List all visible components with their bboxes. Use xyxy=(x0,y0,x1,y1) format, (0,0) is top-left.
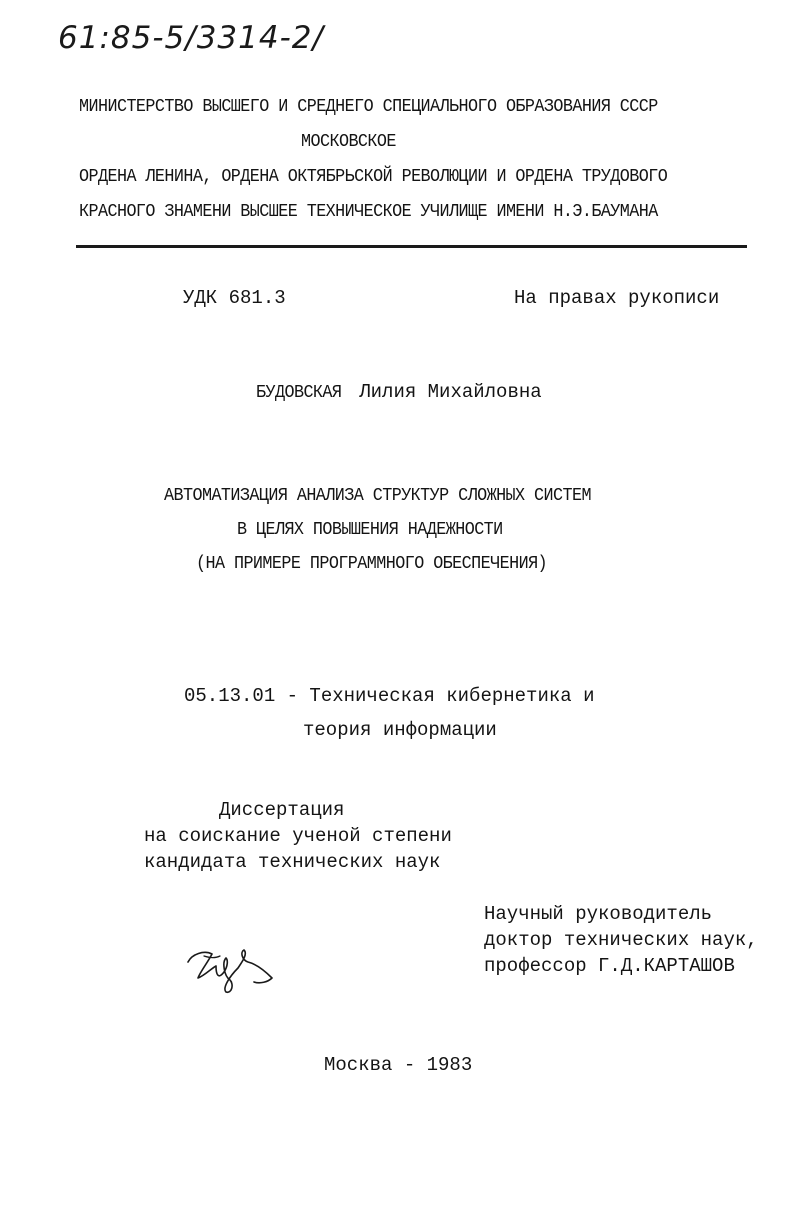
thesis-title-line1: АВТОМАТИЗАЦИЯ АНАЛИЗА СТРУКТУР СЛОЖНЫХ СИСТЕМ xyxy=(164,486,591,506)
orders-line: ОРДЕНА ЛЕНИНА, ОРДЕНА ОКТЯБРЬСКОЙ РЕВОЛЮЦИИ И ОРДЕНА ТРУДОВОГО xyxy=(79,167,668,187)
institution-line: КРАСНОГО ЗНАМЕНИ ВЫСШЕЕ ТЕХНИЧЕСКОЕ УЧИЛИЩЕ ИМЕНИ Н.Э.БАУМАНА xyxy=(79,202,658,222)
author-given-names: Лилия Михайловна xyxy=(359,381,542,403)
supervisor-degree: доктор технических наук, xyxy=(484,929,758,951)
ministry-line: МИНИСТЕРСТВО ВЫСШЕГО И СРЕДНЕГО СПЕЦИАЛЬНОГО ОБРАЗОВАНИЯ СССР xyxy=(79,97,658,117)
degree-line1: на соискание ученой степени xyxy=(144,825,452,847)
supervisor-title: Научный руководитель xyxy=(484,903,713,925)
author-name xyxy=(256,381,542,404)
dissertation-label: Диссертация xyxy=(219,799,345,821)
rights-notice: На правах рукописи xyxy=(514,287,720,309)
archive-code: 61:85-5/3314-2/ xyxy=(58,20,324,56)
specialty-line2: теория информации xyxy=(303,719,497,741)
supervisor-name: профессор Г.Д.КАРТАШОВ xyxy=(484,955,735,977)
header-divider xyxy=(76,245,747,248)
author-surname: БУДОВСКАЯ xyxy=(256,383,342,403)
degree-line2: кандидата технических наук xyxy=(144,851,441,873)
city-line: МОСКОВСКОЕ xyxy=(301,132,396,152)
city-year: Москва - 1983 xyxy=(324,1054,473,1076)
thesis-title-line3: (НА ПРИМЕРЕ ПРОГРАММНОГО ОБЕСПЕЧЕНИЯ) xyxy=(196,554,548,574)
specialty-line1: 05.13.01 - Техническая кибернетика и xyxy=(184,685,595,707)
udk-code: УДК 681.3 xyxy=(183,287,286,309)
thesis-title-line2: В ЦЕЛЯХ ПОВЫШЕНИЯ НАДЕЖНОСТИ xyxy=(237,520,503,540)
signature xyxy=(182,932,282,1002)
